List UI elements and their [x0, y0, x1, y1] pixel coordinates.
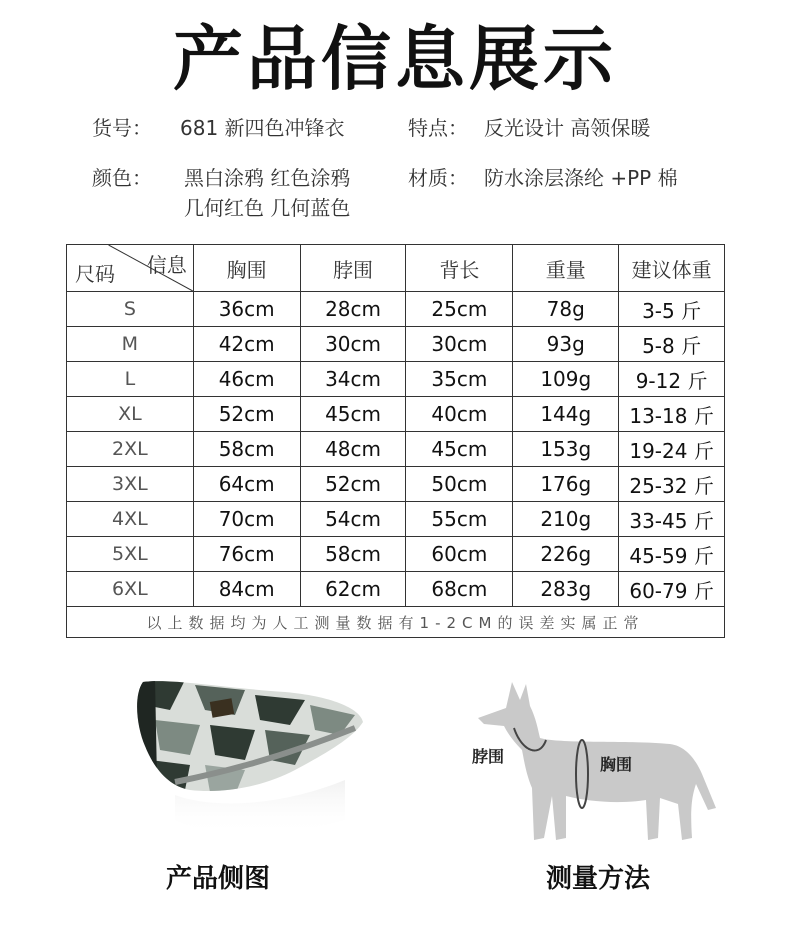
cell-back-length: 30cm	[406, 327, 513, 362]
neck-measure-label: 脖围	[472, 747, 505, 766]
cell-size: 5XL	[67, 537, 194, 572]
cell-back-length: 50cm	[406, 467, 513, 502]
cell-suggested-weight: 25-32 斤	[619, 467, 725, 502]
feature	[408, 114, 650, 142]
cell-size: 6XL	[67, 572, 194, 607]
table-corner-cell	[67, 245, 194, 292]
table-row	[67, 362, 725, 397]
cell-weight: 283g	[513, 572, 619, 607]
cell-neck: 34cm	[300, 362, 406, 397]
cell-back-length: 25cm	[406, 292, 513, 327]
cell-weight: 210g	[513, 502, 619, 537]
cell-suggested-weight: 9-12 斤	[619, 362, 725, 397]
measure-method-caption: 测量方法	[546, 864, 651, 894]
cell-size: XL	[67, 397, 194, 432]
cell-weight: 153g	[513, 432, 619, 467]
cell-suggested-weight: 45-59 斤	[619, 537, 725, 572]
corner-info-label: 信息	[146, 253, 187, 277]
cell-neck: 52cm	[300, 467, 406, 502]
table-row	[67, 537, 725, 572]
material	[408, 164, 678, 192]
page-title: 产品信息展示	[173, 18, 617, 100]
table-row	[67, 432, 725, 467]
cell-size: 2XL	[67, 432, 194, 467]
table-note: 以上数据均为人工测量数据有1-2CM的误差实属正常	[67, 607, 725, 638]
cell-size: 3XL	[67, 467, 194, 502]
color-label: 颜色：	[92, 166, 152, 190]
feature-value: 反光设计 高领保暖	[484, 116, 651, 140]
cell-neck: 45cm	[300, 397, 406, 432]
cell-back-length: 45cm	[406, 432, 513, 467]
cell-chest: 58cm	[193, 432, 300, 467]
cell-suggested-weight: 60-79 斤	[619, 572, 725, 607]
cell-back-length: 35cm	[406, 362, 513, 397]
cell-chest: 42cm	[193, 327, 300, 362]
cell-suggested-weight: 33-45 斤	[619, 502, 725, 537]
table-note-row	[67, 607, 725, 638]
dog-silhouette	[478, 682, 716, 840]
material-value: 防水涂层涤纶 +PP 棉	[484, 166, 678, 190]
cell-chest: 76cm	[193, 537, 300, 572]
cell-chest: 84cm	[193, 572, 300, 607]
cell-suggested-weight: 13-18 斤	[619, 397, 725, 432]
material-label: 材质：	[408, 166, 468, 190]
cell-weight: 109g	[513, 362, 619, 397]
cell-chest: 64cm	[193, 467, 300, 502]
header-weight: 重量	[513, 245, 619, 292]
product-side-caption: 产品侧图	[166, 864, 271, 894]
table-row	[67, 292, 725, 327]
table-header-row	[67, 245, 725, 292]
item-number-label: 货号：	[92, 116, 152, 140]
cell-chest: 52cm	[193, 397, 300, 432]
color-value-line2: 几何红色 几何蓝色	[184, 196, 351, 220]
cell-weight: 176g	[513, 467, 619, 502]
header-neck: 脖围	[300, 245, 406, 292]
cell-size: M	[67, 327, 194, 362]
item-number	[92, 114, 345, 142]
header-back-length: 背长	[406, 245, 513, 292]
cell-weight: 226g	[513, 537, 619, 572]
cell-size: 4XL	[67, 502, 194, 537]
cell-neck: 28cm	[300, 292, 406, 327]
cell-chest: 46cm	[193, 362, 300, 397]
table-row	[67, 502, 725, 537]
cell-suggested-weight: 3-5 斤	[619, 292, 725, 327]
product-jacket-image	[115, 670, 375, 850]
cell-back-length: 68cm	[406, 572, 513, 607]
item-number-value: 681 新四色冲锋衣	[180, 116, 345, 140]
cell-back-length: 60cm	[406, 537, 513, 572]
corner-size-label: 尺码	[75, 262, 115, 286]
cell-neck: 58cm	[300, 537, 406, 572]
dog-measurement-diagram	[470, 678, 720, 853]
table-row	[67, 572, 725, 607]
table-row	[67, 467, 725, 502]
cell-chest: 36cm	[193, 292, 300, 327]
cell-size: L	[67, 362, 194, 397]
color	[92, 164, 350, 192]
cell-chest: 70cm	[193, 502, 300, 537]
header-suggested-weight: 建议体重	[619, 245, 725, 292]
color-value-line1: 黑白涂鸦 红色涂鸦	[184, 166, 351, 190]
cell-suggested-weight: 5-8 斤	[619, 327, 725, 362]
cell-weight: 144g	[513, 397, 619, 432]
table-row	[67, 327, 725, 362]
cell-weight: 93g	[513, 327, 619, 362]
cell-size: S	[67, 292, 194, 327]
chest-measure-label: 胸围	[600, 755, 633, 774]
header-chest: 胸围	[193, 245, 300, 292]
table-row	[67, 397, 725, 432]
cell-neck: 54cm	[300, 502, 406, 537]
cell-back-length: 55cm	[406, 502, 513, 537]
cell-weight: 78g	[513, 292, 619, 327]
cell-back-length: 40cm	[406, 397, 513, 432]
size-table	[66, 244, 725, 638]
cell-suggested-weight: 19-24 斤	[619, 432, 725, 467]
cell-neck: 30cm	[300, 327, 406, 362]
cell-neck: 62cm	[300, 572, 406, 607]
cell-neck: 48cm	[300, 432, 406, 467]
feature-label: 特点：	[408, 116, 468, 140]
